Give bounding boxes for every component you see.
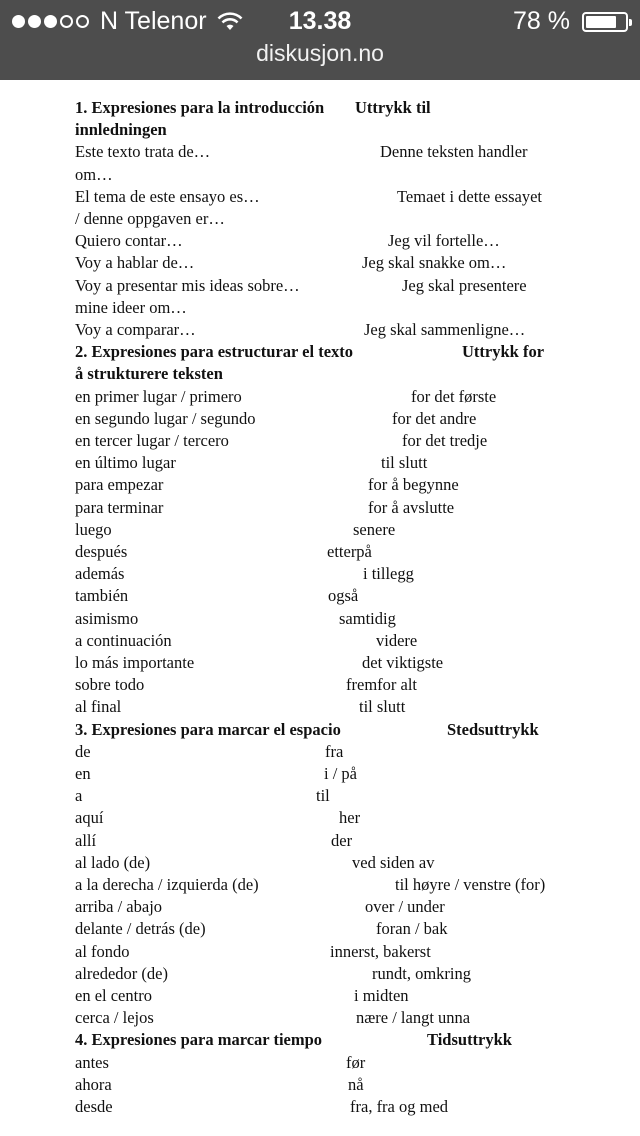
document-line [0, 342, 640, 364]
spanish-expression: al final [75, 697, 122, 717]
document-line [0, 120, 640, 142]
spanish-expression: a continuación [75, 630, 172, 650]
norwegian-translation: rundt, omkring [372, 963, 471, 983]
document-line [0, 1097, 640, 1119]
spanish-expression: aquí [75, 808, 104, 828]
spanish-expression: para terminar [75, 497, 164, 517]
norwegian-translation: senere [353, 519, 396, 539]
norwegian-translation: før [346, 1052, 366, 1072]
battery-percentage: 78 % [513, 7, 570, 35]
spanish-expression: en tercer lugar / tercero [75, 431, 229, 450]
document-line [0, 675, 640, 697]
norwegian-translation: til slutt [359, 697, 406, 717]
norwegian-translation: foran / bak [376, 919, 448, 939]
document-line [0, 320, 640, 342]
document-line [0, 1008, 640, 1030]
spanish-expression: Quiero contar… [75, 231, 183, 251]
document-line [0, 986, 640, 1008]
spanish-expression: Voy a presentar mis ideas sobre… [75, 275, 300, 295]
document-line [0, 919, 640, 941]
norwegian-translation: det viktigste [362, 653, 444, 672]
norwegian-translation: til [316, 786, 330, 806]
norwegian-translation: nære / langt unna [356, 1008, 471, 1028]
spanish-expression: 4. Expresiones para marcar tiempo [75, 1030, 323, 1050]
spanish-expression: Voy a hablar de… [75, 253, 195, 273]
document-page[interactable] [0, 80, 640, 1136]
document-line [0, 720, 640, 742]
address-bar-url[interactable]: diskusjon.no [256, 40, 384, 66]
document-line [0, 364, 640, 386]
document-line [0, 409, 640, 431]
spanish-expression: además [75, 564, 125, 584]
battery-level [586, 16, 616, 28]
norwegian-translation: fra, fra og med [350, 1097, 449, 1116]
norwegian-translation: Uttrykk til [355, 98, 431, 117]
spanish-expression: 3. Expresiones para marcar el espacio [75, 719, 341, 739]
norwegian-translation: for å begynne [368, 475, 459, 495]
document-line [0, 475, 640, 497]
spanish-expression: antes [75, 1052, 109, 1072]
norwegian-translation: også [328, 586, 359, 606]
spanish-expression: lo más importante [75, 653, 195, 672]
document-line [0, 387, 640, 409]
norwegian-translation: Jeg skal presentere [402, 275, 527, 295]
document-line [0, 209, 640, 231]
spanish-expression: en último lugar [75, 453, 176, 473]
norwegian-translation: samtidig [339, 608, 396, 628]
document-line [0, 564, 640, 586]
norwegian-translation: for det tredje [402, 431, 488, 450]
document-line [0, 875, 640, 897]
norwegian-translation: over / under [365, 897, 445, 917]
spanish-expression: Voy a comparar… [75, 320, 196, 339]
spanish-expression: al lado (de) [75, 852, 151, 872]
norwegian-translation: i midten [354, 986, 409, 1005]
browser-top-bar [0, 0, 640, 80]
carrier-name: N Telenor [100, 7, 207, 35]
spanish-expression: / denne oppgaven er… [75, 209, 225, 228]
spanish-expression: 1. Expresiones para la introducción [75, 98, 325, 117]
document-line [0, 964, 640, 986]
spanish-expression: en [75, 764, 91, 783]
norwegian-translation: her [339, 808, 361, 828]
norwegian-translation: til slutt [381, 453, 428, 473]
document-line [0, 498, 640, 520]
spanish-expression: en segundo lugar / segundo [75, 408, 256, 428]
document-line [0, 1053, 640, 1075]
spanish-expression: a la derecha / izquierda (de) [75, 875, 259, 894]
clock: 13.38 [288, 7, 352, 35]
document-line [0, 897, 640, 919]
spanish-expression: asimismo [75, 608, 139, 628]
spanish-expression: alrededor (de) [75, 963, 168, 983]
spanish-expression: Este texto trata de… [75, 142, 211, 162]
document-line [0, 298, 640, 320]
norwegian-translation: i / på [324, 764, 357, 783]
battery-nub [629, 19, 632, 26]
document-line [0, 653, 640, 675]
document-line [0, 742, 640, 764]
norwegian-translation: til høyre / venstre (for) [395, 875, 546, 894]
document-line [0, 453, 640, 475]
document-line [0, 187, 640, 209]
spanish-expression: innledningen [75, 120, 167, 140]
spanish-expression: para empezar [75, 475, 164, 495]
spanish-expression: å strukturere teksten [75, 364, 223, 384]
status-bar [0, 0, 640, 40]
norwegian-translation: Jeg skal sammenligne… [364, 320, 526, 339]
spanish-expression: cerca / lejos [75, 1008, 154, 1028]
document-line [0, 276, 640, 298]
norwegian-translation: fremfor alt [346, 675, 418, 695]
norwegian-translation: fra [325, 741, 344, 761]
document-line [0, 231, 640, 253]
document-line [0, 764, 640, 786]
document-line [0, 631, 640, 653]
norwegian-translation: Jeg vil fortelle… [388, 231, 500, 251]
norwegian-translation: videre [376, 630, 418, 650]
spanish-expression: 2. Expresiones para estructurar el texto [75, 342, 354, 362]
document-line [0, 1075, 640, 1097]
norwegian-translation: i tillegg [363, 564, 414, 584]
document-line [0, 1030, 640, 1052]
document-line [0, 853, 640, 875]
spanish-expression: allí [75, 830, 97, 850]
document-line [0, 542, 640, 564]
spanish-expression: también [75, 586, 129, 606]
norwegian-translation: Stedsuttrykk [447, 719, 539, 739]
norwegian-translation: Tidsuttrykk [427, 1030, 512, 1050]
norwegian-translation: for å avslutte [368, 497, 455, 517]
spanish-expression: en primer lugar / primero [75, 386, 242, 406]
norwegian-translation: for det andre [392, 408, 477, 428]
document-line [0, 831, 640, 853]
norwegian-translation: Uttrykk for [462, 342, 545, 362]
document-line [0, 786, 640, 808]
norwegian-translation: Denne teksten handler [380, 142, 528, 162]
norwegian-translation: nå [348, 1074, 364, 1094]
spanish-expression: om… [75, 164, 113, 184]
document-line [0, 520, 640, 542]
spanish-expression: El tema de este ensayo es… [75, 186, 260, 206]
spanish-expression: después [75, 542, 128, 561]
document-line [0, 165, 640, 187]
document-line [0, 808, 640, 830]
spanish-expression: sobre todo [75, 675, 145, 695]
document-line [0, 253, 640, 275]
document-line [0, 697, 640, 719]
spanish-expression: delante / detrás (de) [75, 919, 206, 939]
norwegian-translation: for det første [411, 386, 497, 406]
document-line [0, 98, 640, 120]
spanish-expression: ahora [75, 1074, 112, 1094]
document-line [0, 942, 640, 964]
norwegian-translation: etterpå [327, 542, 372, 561]
spanish-expression: en el centro [75, 986, 152, 1005]
document-line [0, 142, 640, 164]
document-line [0, 586, 640, 608]
norwegian-translation: der [331, 830, 353, 850]
norwegian-translation: Jeg skal snakke om… [362, 253, 507, 273]
spanish-expression: desde [75, 1097, 113, 1116]
spanish-expression: mine ideer om… [75, 297, 187, 317]
norwegian-translation: Temaet i dette essayet [397, 186, 542, 206]
norwegian-translation: innerst, bakerst [330, 941, 431, 961]
spanish-expression: de [75, 741, 91, 761]
spanish-expression: al fondo [75, 941, 130, 961]
spanish-expression: luego [75, 519, 112, 539]
spanish-expression: arriba / abajo [75, 897, 163, 917]
spanish-expression: a [75, 786, 83, 806]
document-line [0, 431, 640, 453]
battery-icon [582, 12, 628, 32]
document-line [0, 609, 640, 631]
norwegian-translation: ved siden av [352, 852, 435, 872]
